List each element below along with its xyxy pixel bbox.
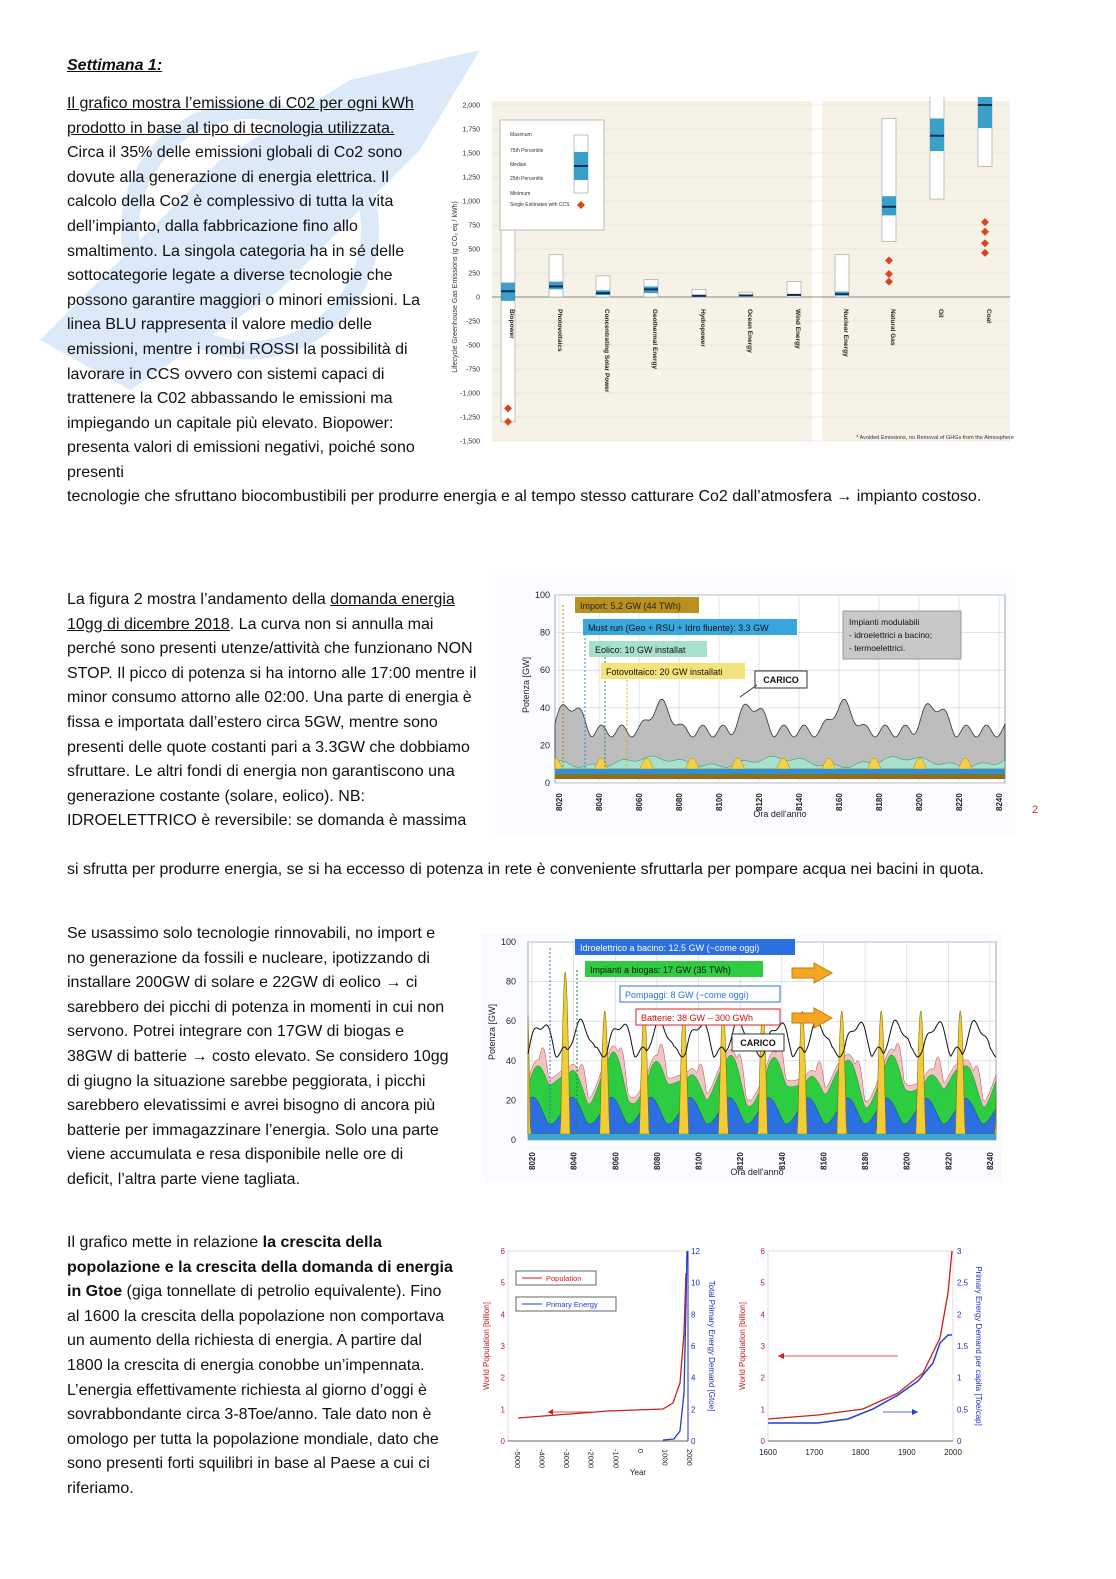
- page-heading: Settimana 1:: [67, 57, 163, 74]
- fig3-xlabel: Ora dell'anno: [730, 1167, 784, 1177]
- section1-text-full: tecnologie che sfruttano biocombustibili per produrre energia e al tempo stesso catturare Co2 dall’atmosfera → impianto costoso.: [67, 488, 982, 505]
- section2-pre: La figura 2 mostra l’andamento della: [67, 591, 331, 608]
- fig4-left-xtick: -4000: [537, 1449, 547, 1469]
- fig2-ytick: 40: [539, 702, 550, 713]
- fig2-ylabel: Potenza [GW]: [521, 656, 531, 714]
- section4-bold: la crescita della popolazione e la crescita della domanda di energia in Gtoe: [67, 1234, 453, 1301]
- fig1-range-box: [835, 255, 849, 297]
- fig2-xtick: 8120: [755, 793, 764, 811]
- fig3-xtick: 8060: [611, 1152, 621, 1170]
- fig4-right-ytick-pop: 4: [760, 1310, 765, 1320]
- fig3-ylabel: Potenza [GW]: [487, 1003, 497, 1061]
- fig2-ytick: 80: [539, 627, 550, 638]
- fig1-iqr-box: [978, 97, 992, 128]
- fig4-right-xtick: 1700: [805, 1448, 824, 1457]
- fig1-category-label: Wind Energy: [794, 309, 801, 349]
- section3-paragraph: [67, 922, 452, 1193]
- fig1-legend-median: Median: [510, 162, 527, 168]
- section2-underlined: domanda energia 10gg di dicembre 2018: [67, 591, 455, 633]
- fig4-right-ytick-energy: 1.5: [957, 1342, 969, 1351]
- fig3-ytick: 80: [505, 976, 516, 987]
- fig3-label-batterie: Batterie: 38 GW – 300 GWh: [641, 1013, 754, 1023]
- fig4-left-ytick-energy: 10: [691, 1278, 700, 1288]
- fig2-xtick: 8140: [795, 793, 804, 811]
- fig2-xtick: 8180: [875, 793, 884, 811]
- fig4-right-ylabel-pop: World Population [billion]: [738, 1302, 747, 1390]
- fig3-xtick: 8240: [986, 1152, 995, 1170]
- fig1-legend-p25: 25th Percentile: [510, 176, 544, 182]
- fig1-ytick: -750: [465, 366, 480, 374]
- fig4-right-ytick-energy: 0: [957, 1437, 962, 1446]
- fig4-right-ytick-pop: 2: [760, 1373, 765, 1383]
- fig4-right-ytick-pop: 5: [760, 1278, 765, 1288]
- fig1-ytick: -500: [465, 342, 480, 350]
- fig2-xtick: 8080: [675, 793, 684, 811]
- fig1-legend-min: Minimum: [510, 191, 531, 197]
- fig4-left-ytick-pop: 1: [500, 1405, 505, 1415]
- fig1-footnote: * Avoided Emissions, no Removal of GHGs from the Atmosphere: [856, 435, 1014, 441]
- fig4-right-ytick-energy: 2: [957, 1310, 962, 1320]
- page-number: 2: [1032, 804, 1039, 816]
- fig2-xtick: 8100: [715, 793, 724, 811]
- fig3-ytick: 0: [510, 1135, 516, 1145]
- fig4-right-ytick-energy: 2.5: [957, 1278, 969, 1288]
- fig1-ytick: -1,250: [460, 414, 480, 422]
- fig2-xtick: 8220: [955, 793, 964, 811]
- section2-text: . La curva non si annulla mai perché sono presenti utenze/attività che funzionano NON STOP. Il picco di potenza si ha intorno alle 17:00 mentre il minor consumo attorno alle 02:00. Una parte di energia è fissa e importata dall’estero circa 5GW, mentre sono presenti delle quote costanti pari a 3.3GW che dobbiamo sfruttare. Le altri fondi di energia non garantiscono una generazione costante (solare, eolico). NB: IDROELETTRICO è reversibile: se domanda è massima: [67, 615, 477, 830]
- fig1-ytick: 750: [468, 222, 480, 230]
- section4-paragraph: [67, 1231, 455, 1502]
- section1-text: Circa il 35% delle emissioni globali di Co2 sono dovute alla generazione di energia elettrica. Il calcolo della Co2 è complessivo di tutta la vita dell’impianto, dalla fabbricazione fino allo smaltimento. La singola categoria ha in sé delle sottocategorie legate a diverse tecnologie che possono garantire maggiori o minori emissioni. La linea BLU rappresenta il valore medio delle emissioni, mentre i rombi ROSSI la possibilità di lavorare in CCS ovvero con sistemi capaci di trattenere la C02 abbassando le emissioni ma impiegando un capitale più elevato. Biopower: presenta valori di emissioni negativi, poiché sono presenti: [67, 144, 421, 481]
- fig1-category-label: Nuclear Energy: [842, 309, 849, 357]
- section3-text: Se usassimo solo tecnologie rinnovabili, no import e no generazione da fossili e nucleare, ipotizzando di installare 200GW di solare e 22GW di eolico → ci sarebbero dei picchi di potenza in momenti in cui non servono. Potrei integrare con 17GW di biogas e 38GW di batterie → costo elevato. Se considero 10gg di giugno la situazione sarebbe peggiorata, i picchi sarebbero elevatissimi e avrei bisogno di ancora più batterie per immagazzinare l’energia. Solo una parte viene accumulata e resa disponibile nelle ore di deficit, l’altra parte viene tagliata.: [67, 925, 449, 1188]
- fig2-xtick: 8200: [915, 793, 924, 811]
- section1-lead: Il grafico mostra l’emissione di C02 per ogni kWh prodotto in base al tipo di tecnologia utilizzata.: [67, 95, 414, 137]
- fig4-right-xtick: 1800: [851, 1448, 870, 1457]
- fig4-right-ytick-pop: 3: [760, 1342, 765, 1351]
- fig3-xtick: 8180: [861, 1152, 871, 1170]
- fig1-category-label: Natural Gas: [889, 309, 896, 346]
- fig2-xtick: 8240: [995, 793, 1004, 811]
- fig2-label-fotovoltaico: Fotovoltaico: 20 GW installati: [606, 667, 723, 677]
- fig2-label-mustrun: Must run (Geo + RSU + Idro fluente): 3.3 GW: [588, 623, 769, 633]
- fig2-label-eolico: Eolico: 10 GW installat: [595, 645, 686, 655]
- fig3-xtick: 8080: [652, 1152, 662, 1170]
- fig4-left-ytick-pop: 2: [500, 1373, 505, 1383]
- fig4-left-xtick: 2000: [685, 1449, 694, 1466]
- fig4-right-xtick: 1600: [759, 1448, 777, 1457]
- fig1-legend-ccs: Single Estimates with CCS: [510, 202, 570, 208]
- fig4-left-ytick-energy: 0: [691, 1437, 696, 1446]
- fig2-label-carico: CARICO: [763, 675, 799, 685]
- fig2-xlabel: Ora dell'anno: [753, 809, 807, 819]
- fig2-ytick: 20: [539, 740, 550, 751]
- fig4-left-ytick-pop: 5: [500, 1278, 505, 1288]
- fig2-xtick: 8040: [595, 793, 604, 811]
- figure-emissions-chart: [450, 97, 1014, 449]
- fig2-xtick: 8020: [555, 793, 564, 811]
- fig4-right-ytick-pop: 0: [760, 1437, 765, 1446]
- fig4-left-xtick: -2000: [586, 1449, 596, 1469]
- fig4-left-ytick-pop: 6: [500, 1247, 505, 1256]
- fig4-left-xtick: -5000: [513, 1449, 522, 1469]
- fig4-left-ytick-pop: 3: [500, 1342, 505, 1351]
- fig3-xtick: 8020: [528, 1152, 537, 1170]
- fig1-category-label: Coal: [985, 309, 992, 324]
- fig3-label-carico: CARICO: [740, 1038, 776, 1048]
- fig2-xtick: 8160: [835, 793, 844, 811]
- figure-population-energy: [478, 1243, 1018, 1483]
- fig1-category-label: Ocean Energy: [746, 309, 753, 353]
- fig4-left-xtick: -3000: [562, 1449, 572, 1469]
- fig3-label-biogas: Impianti a biogas: 17 GW (35 TWh): [590, 965, 731, 975]
- fig2-xtick: 8060: [635, 793, 644, 811]
- fig1-ytick: 0: [476, 294, 480, 302]
- section4-pre: Il grafico mette in relazione: [67, 1234, 263, 1251]
- fig3-xtick: 8040: [569, 1152, 579, 1170]
- fig3-xtick: 8200: [902, 1152, 912, 1170]
- fig1-legend-p75: 75th Percentile: [510, 148, 544, 154]
- fig3-label-pompaggi: Pompaggi: 8 GW (~come oggi): [625, 990, 749, 1000]
- fig1-category-label: Photovoltaics: [556, 309, 563, 352]
- fig2-label-import: Import: 5.2 GW (44 TWh): [580, 601, 681, 611]
- fig3-xtick: 8160: [819, 1152, 829, 1170]
- fig2-ytick: 100: [534, 590, 550, 600]
- fig2-label-modulabili-2: - termoelettrici.: [849, 643, 906, 653]
- fig4-left-ytick-pop: 4: [500, 1310, 505, 1320]
- fig2-ytick: 0: [544, 778, 550, 788]
- fig4-left-ylabel-energy: Total Primary Energy Demand [Gtoe]: [707, 1280, 716, 1412]
- fig1-legend-max: Maximum: [510, 132, 532, 138]
- fig4-legend-energy: Primary Energy: [546, 1300, 598, 1309]
- section4-text: (giga tonnellate di petrolio equivalente). Fino al 1600 la crescita della popolazione non comportava un aumento della richiesta di energia. A partire dal 1800 la crescita di energia conobbe un’impennata. L’energia effettivamente richiesta al giorno d’oggi è sovrabbondante circa 3-8Toe/anno. Tale dato non è omologo per tutta la popolazione mondiale, dato che sono presenti forti squilibri in base al Paese a cui ci riferiamo.: [67, 1283, 445, 1497]
- fig4-right-ytick-energy: 3: [957, 1247, 962, 1256]
- fig4-right-ylabel-energy: Primary Energy Demand per capita [Toe/cap]: [974, 1266, 983, 1426]
- fig3-ytick: 100: [500, 937, 516, 947]
- fig4-right-ytick-energy: 1: [957, 1373, 962, 1383]
- fig1-category-label: Geothermal Energy: [651, 309, 658, 369]
- fig3-xtick: 8220: [944, 1152, 954, 1170]
- section2-continuation: [67, 858, 1027, 883]
- fig1-range-box: [549, 255, 563, 297]
- section2-text-full: si sfrutta per produrre energia, se si ha eccesso di potenza in rete è conveniente sfruttarla per pompare acqua nei bacini in quota.: [67, 861, 984, 878]
- fig4-right-ytick-pop: 1: [760, 1405, 765, 1415]
- fig1-category-label: Biopower: [508, 309, 515, 339]
- fig1-ytick: 500: [468, 246, 480, 254]
- fig4-left-ytick-energy: 6: [691, 1342, 696, 1351]
- section1-continuation: [67, 485, 1027, 510]
- fig2-label-modulabili-title: Impianti modulabili: [849, 617, 920, 627]
- fig3-ytick: 60: [505, 1016, 516, 1027]
- fig1-category-label: Hydropower: [699, 309, 706, 347]
- fig4-left-xtick: -1000: [611, 1449, 621, 1469]
- fig4-left-ytick-pop: 0: [500, 1437, 505, 1446]
- fig4-right-xtick: 1900: [897, 1448, 916, 1457]
- fig1-ytick: 1,000: [462, 198, 480, 206]
- fig4-right-ytick-pop: 6: [760, 1247, 765, 1256]
- fig4-left-ytick-energy: 2: [691, 1405, 696, 1415]
- fig3-label-idro: Idroelettrico a bacino: 12.5 GW (~come oggi): [580, 943, 760, 953]
- fig4-left-xlabel: Year: [629, 1468, 647, 1477]
- fig4-left-ylabel-pop: World Population [billion]: [482, 1302, 491, 1390]
- section2-paragraph: [67, 588, 477, 834]
- section1-paragraph: [67, 92, 423, 486]
- fig4-left-ytick-energy: 12: [691, 1247, 700, 1256]
- fig4-left-xtick: 1000: [660, 1449, 670, 1466]
- fig3-ytick: 20: [505, 1095, 516, 1106]
- fig1-category-label: Oil: [937, 309, 944, 318]
- fig4-right-xtick: 2000: [944, 1448, 962, 1457]
- fig4-legend-pop: Population: [546, 1274, 582, 1283]
- fig1-ytick: -1,500: [460, 438, 480, 446]
- fig3-xtick: 8120: [736, 1152, 746, 1170]
- fig1-ytick: -1,000: [460, 390, 480, 398]
- figure-renewable-scenario: [482, 932, 1002, 1182]
- fig1-ytick: 1,250: [462, 174, 480, 182]
- fig1-range-box: [882, 118, 896, 241]
- fig1-ytick: 1,750: [462, 126, 480, 134]
- fig4-left-xtick: 0: [635, 1449, 645, 1454]
- fig4-right-ytick-energy: 0.5: [957, 1405, 969, 1415]
- fig3-xtick: 8140: [777, 1152, 787, 1170]
- fig4-left-ytick-energy: 8: [691, 1310, 696, 1320]
- figure-demand-december: [495, 575, 1015, 837]
- fig2-ytick: 60: [539, 665, 550, 676]
- fig1-ylabel: Lifecycle Greenhouse Gas Emissions (g CO₂ eq / kWh): [452, 201, 459, 373]
- fig1-ytick: 250: [468, 270, 480, 278]
- fig3-ytick: 40: [505, 1055, 516, 1066]
- fig1-ytick: 2,000: [462, 102, 480, 110]
- fig1-ytick: 1,500: [462, 150, 480, 158]
- fig4-left-ytick-energy: 4: [691, 1373, 696, 1383]
- fig1-ytick: -250: [465, 318, 480, 326]
- fig3-xtick: 8100: [694, 1152, 704, 1170]
- fig2-label-modulabili-1: - idroelettrici a bacino;: [849, 630, 933, 640]
- fig1-category-label: Concentrating Solar Power: [603, 309, 610, 393]
